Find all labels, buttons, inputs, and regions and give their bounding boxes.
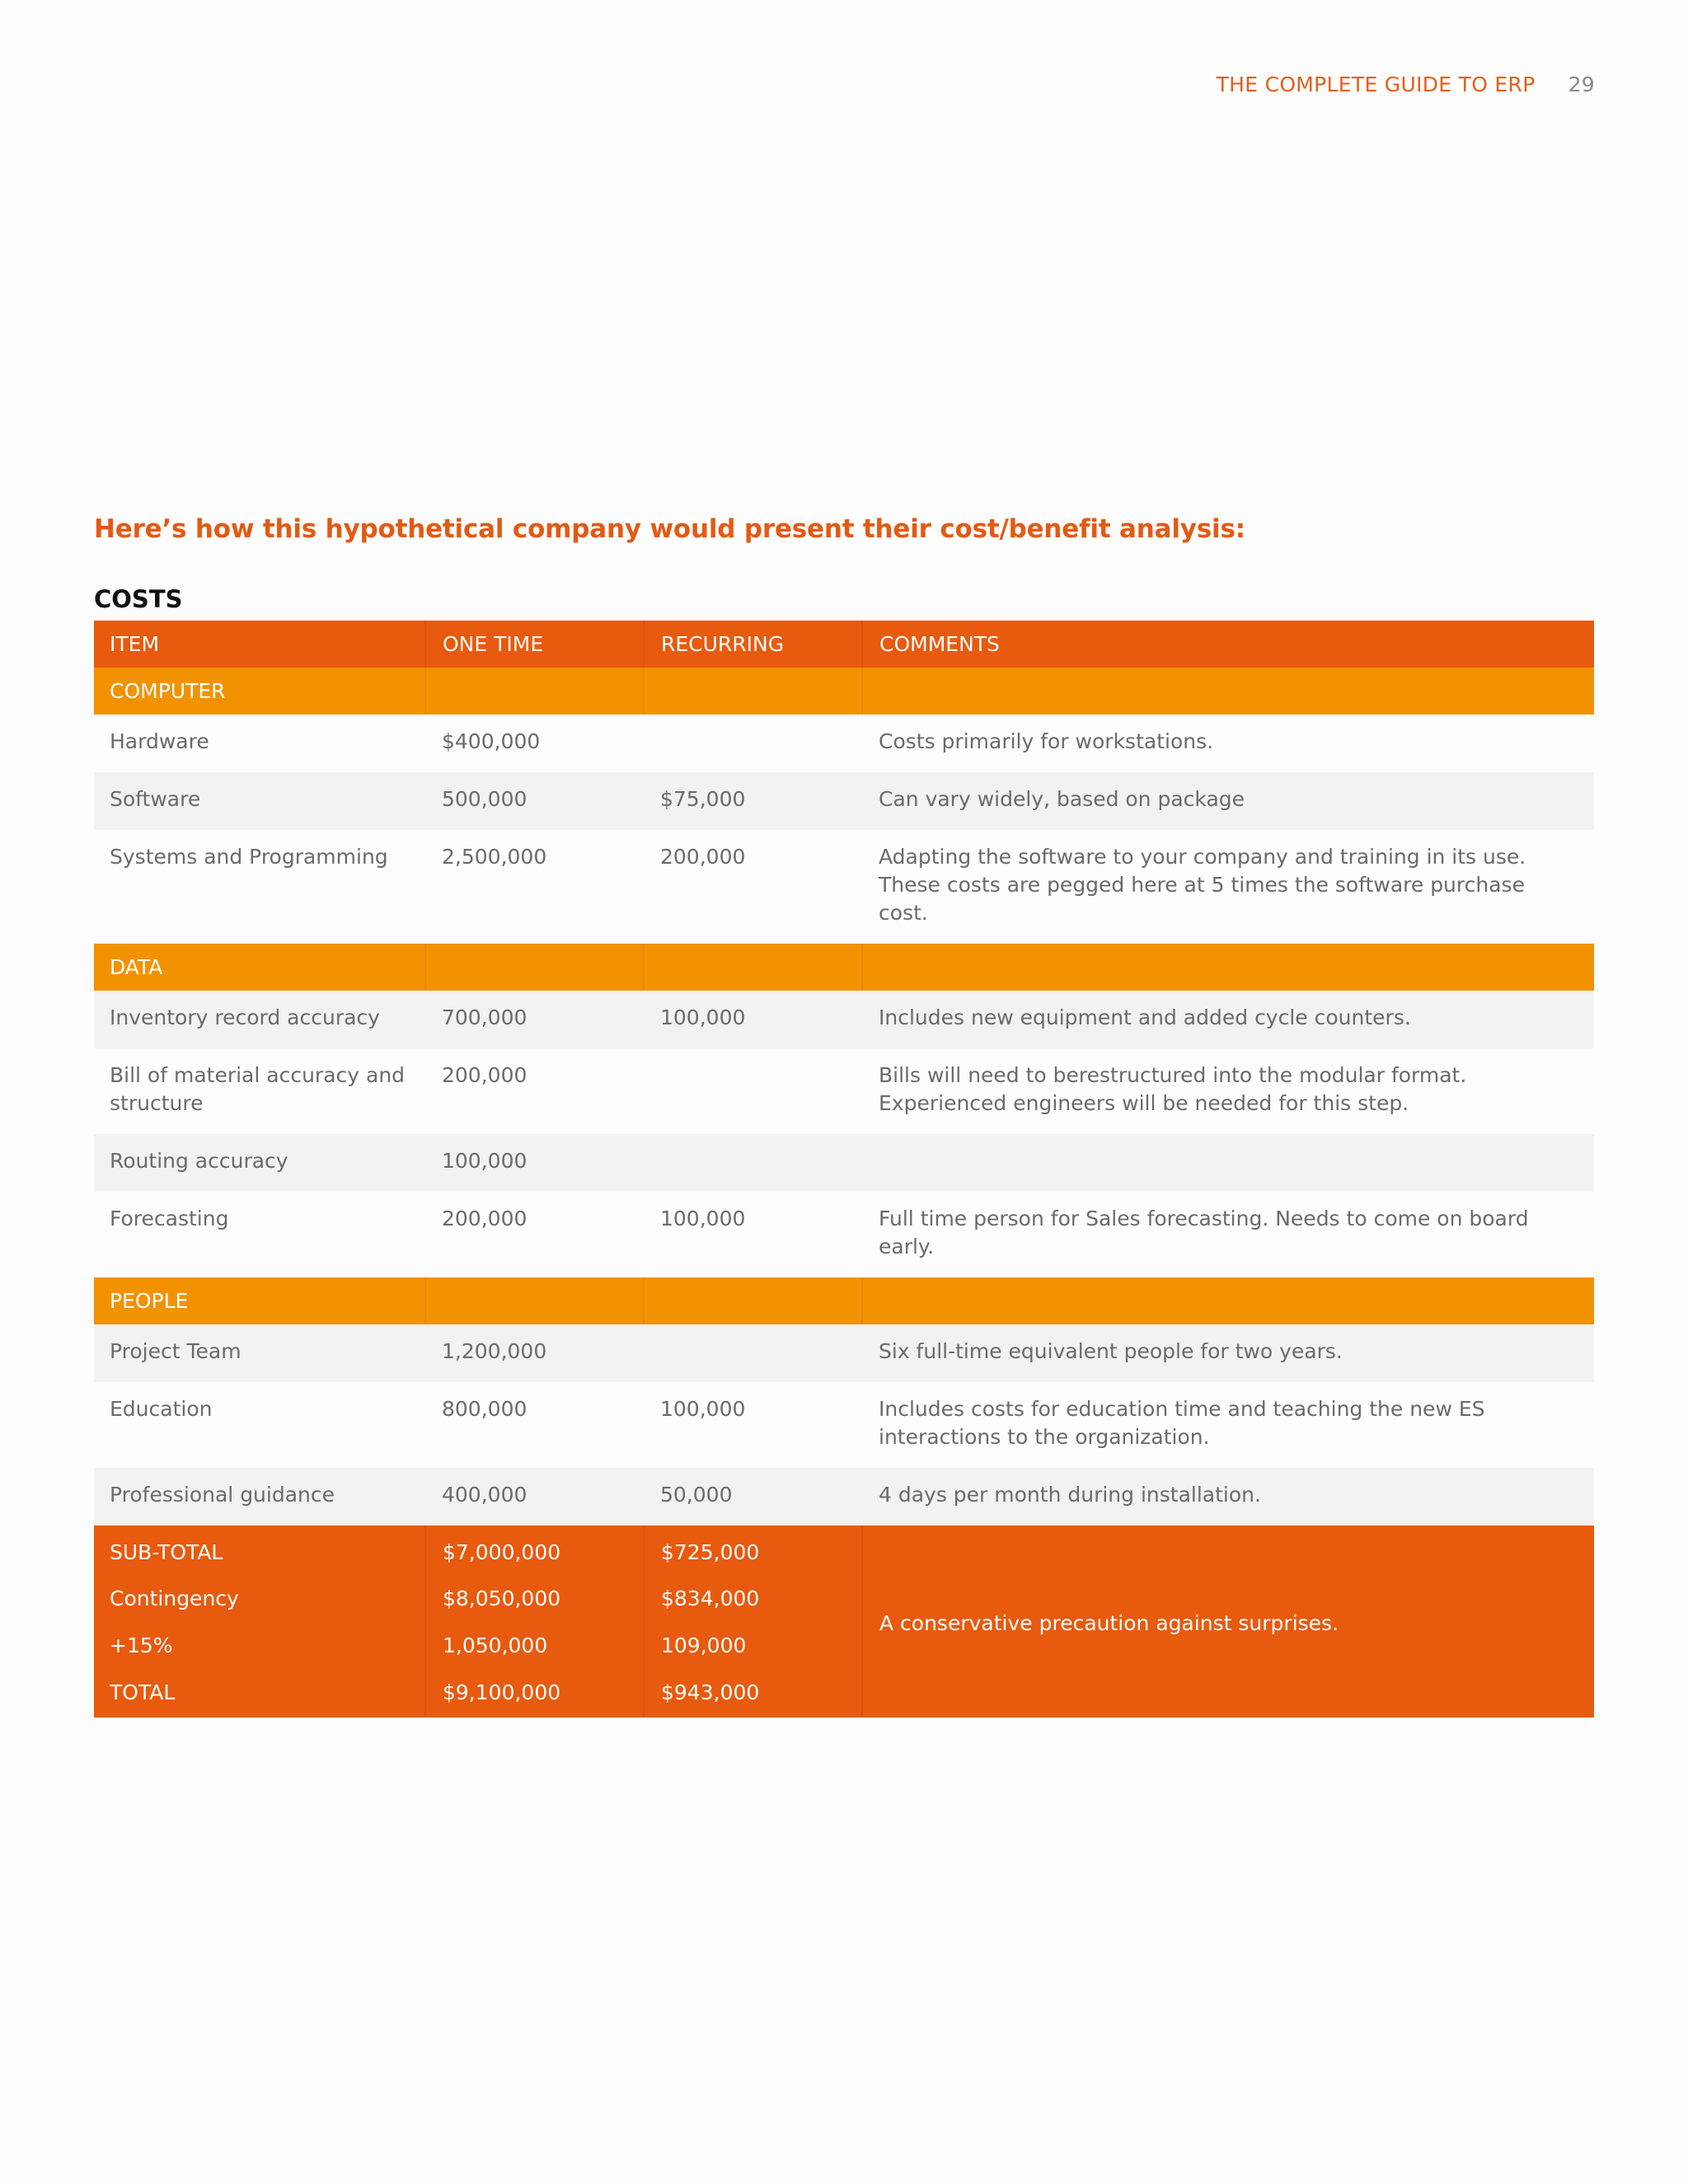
comments-cell: 4 days per month during installation. <box>862 1468 1594 1526</box>
total-row-subtotal <box>94 1526 1594 1577</box>
table-row <box>94 1192 1594 1277</box>
item-cell: Project Team <box>94 1324 425 1382</box>
recurring-cell: 50,000 <box>644 1468 862 1526</box>
recurring-cell: $75,000 <box>644 772 862 830</box>
recurring-cell <box>644 1048 862 1134</box>
total-recurring: $943,000 <box>644 1671 862 1718</box>
table-row <box>94 830 1594 944</box>
table-row <box>94 1048 1594 1134</box>
one-time-cell: 2,500,000 <box>425 830 644 944</box>
one-time-cell: 1,200,000 <box>425 1324 644 1382</box>
item-cell: Routing accuracy <box>94 1134 425 1192</box>
comments-cell: Full time person for Sales forecasting. Needs to come on board early. <box>862 1192 1594 1277</box>
category-label: PEOPLE <box>94 1277 425 1324</box>
column-header-item: ITEM <box>94 621 425 668</box>
comments-cell: Includes new equipment and added cycle counters. <box>862 991 1594 1048</box>
one-time-cell: 500,000 <box>425 772 644 830</box>
one-time-cell: 100,000 <box>425 1134 644 1192</box>
comments-cell: Bills will need to berestructured into the modular format. Experienced engineers will be needed for this step. <box>862 1048 1594 1134</box>
item-cell: Bill of material accuracy and structure <box>94 1048 425 1134</box>
item-cell: Software <box>94 772 425 830</box>
one-time-cell: 400,000 <box>425 1468 644 1526</box>
total-label: +15% <box>94 1624 425 1671</box>
section-label-costs: COSTS <box>94 585 183 613</box>
total-recurring: $725,000 <box>644 1526 862 1577</box>
page-number: 29 <box>1568 73 1595 96</box>
table-row <box>94 1324 1594 1382</box>
table-row <box>94 1134 1594 1192</box>
recurring-cell: 100,000 <box>644 991 862 1048</box>
one-time-cell: $400,000 <box>425 715 644 772</box>
one-time-cell: 200,000 <box>425 1192 644 1277</box>
recurring-cell <box>644 715 862 772</box>
comments-cell: Six full-time equivalent people for two years. <box>862 1324 1594 1382</box>
comments-cell: Includes costs for education time and teaching the new ES interactions to the organization. <box>862 1382 1594 1468</box>
one-time-cell: 200,000 <box>425 1048 644 1134</box>
item-cell: Hardware <box>94 715 425 772</box>
column-header-comments: COMMENTS <box>862 621 1594 668</box>
table-header-row <box>94 621 1594 668</box>
total-label: TOTAL <box>94 1671 425 1718</box>
total-one-time: $7,000,000 <box>425 1526 644 1577</box>
category-row-people <box>94 1277 1594 1324</box>
total-recurring: $834,000 <box>644 1577 862 1624</box>
category-row-computer <box>94 668 1594 715</box>
category-row-data <box>94 944 1594 991</box>
total-one-time: 1,050,000 <box>425 1624 644 1671</box>
column-header-one-time: ONE TIME <box>425 621 644 668</box>
item-cell: Systems and Programming <box>94 830 425 944</box>
running-title: THE COMPLETE GUIDE TO ERP <box>1216 73 1536 96</box>
table-row <box>94 1468 1594 1526</box>
recurring-cell <box>644 1134 862 1192</box>
column-header-recurring: RECURRING <box>644 621 862 668</box>
total-label: SUB-TOTAL <box>94 1526 425 1577</box>
item-cell: Professional guidance <box>94 1468 425 1526</box>
recurring-cell: 200,000 <box>644 830 862 944</box>
intro-heading: Here’s how this hypothetical company would present their cost/benefit analysis: <box>94 514 1245 544</box>
one-time-cell: 700,000 <box>425 991 644 1048</box>
comments-cell: Can vary widely, based on package <box>862 772 1594 830</box>
table-row <box>94 715 1594 772</box>
item-cell: Forecasting <box>94 1192 425 1277</box>
total-recurring: 109,000 <box>644 1624 862 1671</box>
totals-comment: A conservative precaution against surprises. <box>862 1526 1594 1718</box>
category-label: DATA <box>94 944 425 991</box>
comments-cell: Adapting the software to your company and training in its use. These costs are pegged here at 5 times the software purchase cost. <box>862 830 1594 944</box>
category-label: COMPUTER <box>94 668 425 715</box>
one-time-cell: 800,000 <box>425 1382 644 1468</box>
total-one-time: $8,050,000 <box>425 1577 644 1624</box>
running-header <box>1217 73 1595 96</box>
total-label: Contingency <box>94 1577 425 1624</box>
item-cell: Education <box>94 1382 425 1468</box>
table-row <box>94 991 1594 1048</box>
table-row <box>94 1382 1594 1468</box>
comments-cell: Costs primarily for workstations. <box>862 715 1594 772</box>
item-cell: Inventory record accuracy <box>94 991 425 1048</box>
recurring-cell: 100,000 <box>644 1382 862 1468</box>
table-row <box>94 772 1594 830</box>
comments-cell <box>862 1134 1594 1192</box>
recurring-cell <box>644 1324 862 1382</box>
recurring-cell: 100,000 <box>644 1192 862 1277</box>
total-one-time: $9,100,000 <box>425 1671 644 1718</box>
cost-table <box>94 621 1594 1718</box>
